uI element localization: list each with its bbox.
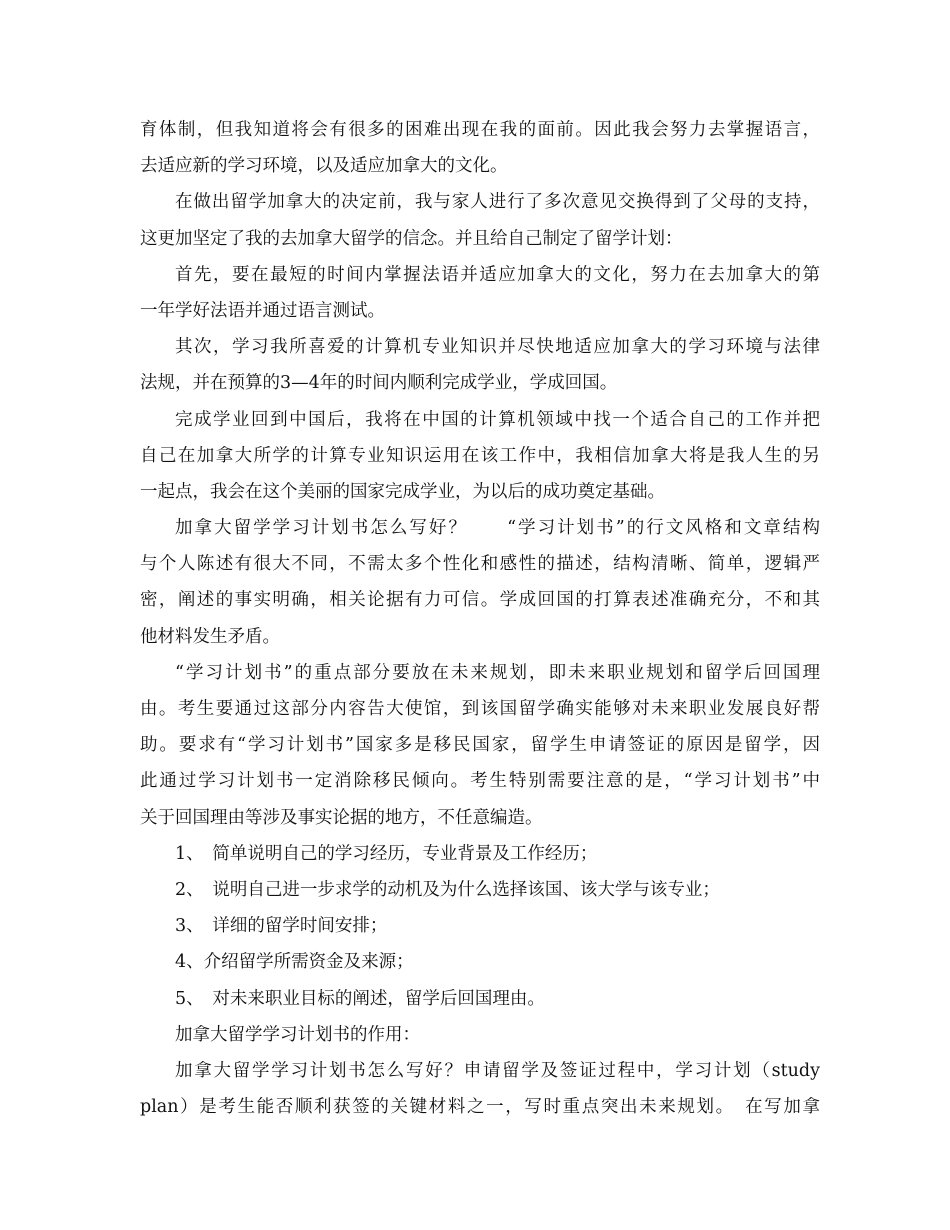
text-line: 一起点，我会在这个美丽的国家完成学业，为以后的成功奠定基础。 — [140, 481, 665, 502]
text-line: 去适应新的学习环境，以及适应加拿大的文化。 — [140, 156, 508, 177]
text-line: 密，阐述的事实明确，相关论据有力可信。学成回国的打算表述准确充分，不和其 — [140, 590, 820, 611]
text-line: 关于回国理由等涉及事实论据的地方，不任意编造。 — [140, 807, 543, 828]
text-line: 由。考生要通过这部分内容告大使馆，到该国留学确实能够对未来职业发展良好帮 — [140, 699, 820, 719]
text-line: 他材料发生矛盾。 — [140, 626, 280, 647]
text-line: 这更加坚定了我的去加拿大留学的信念。并且给自己制定了留学计划： — [140, 228, 683, 249]
text-line: 与个人陈述有很大不同，不需太多个性化和感性的描述，结构清晰、简单，逻辑严 — [140, 554, 820, 575]
list-item: 1、 简单说明自己的学习经历，专业背景及工作经历； — [175, 843, 598, 864]
text-line: 加拿大留学学习计划书怎么写好？申请留学及签证过程中，学习计划（study — [175, 1060, 820, 1081]
list-item: 4、介绍留学所需资金及来源； — [175, 952, 414, 973]
list-item: 2、 说明自己进一步求学的动机及为什么选择该国、该大学与该专业； — [175, 879, 720, 900]
text-line: plan）是考生能否顺利获签的关键材料之一，写时重点突出未来规划。 在写加拿 — [140, 1097, 820, 1118]
text-line: 助。要求有“学习计划书”国家多是移民国家，留学生申请签证的原因是留学，因 — [140, 735, 820, 756]
text-line: 其次，学习我所喜爱的计算机专业知识并尽快地适应加拿大的学习环境与法律 — [175, 337, 820, 358]
text-line: 一年学好法语并通过语言测试。 — [140, 300, 385, 321]
text-line: 在做出留学加拿大的决定前，我与家人进行了多次意见交换得到了父母的支持， — [175, 192, 820, 213]
text-line: 育体制，但我知道将会有很多的困难出现在我的面前。因此我会努力去掌握语言， — [140, 120, 820, 140]
text-line: 自己在加拿大所学的计算专业知识运用在该工作中，我相信加拿大将是我人生的另 — [140, 445, 820, 466]
text-line: 此通过学习计划书一定消除移民倾向。考生特别需要注意的是，“学习计划书”中 — [140, 771, 820, 792]
document-body — [140, 112, 820, 1125]
list-item: 3、 详细的留学时间安排； — [175, 916, 388, 937]
text-line: 法规，并在预算的3—4年的时间内顺利完成学业，学成回国。 — [140, 373, 618, 394]
text-line: 加拿大留学学习计划书怎么写好？ “学习计划书”的行文风格和文章结构 — [175, 518, 820, 539]
list-item: 5、 对未来职业目标的阐述，留学后回国理由。 — [175, 988, 545, 1009]
text-line: 完成学业回到中国后，我将在中国的计算机领域中找一个适合自己的工作并把 — [175, 409, 820, 430]
text-line: 首先，要在最短的时间内掌握法语并适应加拿大的文化，努力在去加拿大的第 — [175, 264, 820, 285]
text-line: “学习计划书”的重点部分要放在未来规划，即未来职业规划和留学后回国理 — [175, 662, 820, 683]
section-heading: 加拿大留学学习计划书的作用： — [175, 1024, 420, 1045]
